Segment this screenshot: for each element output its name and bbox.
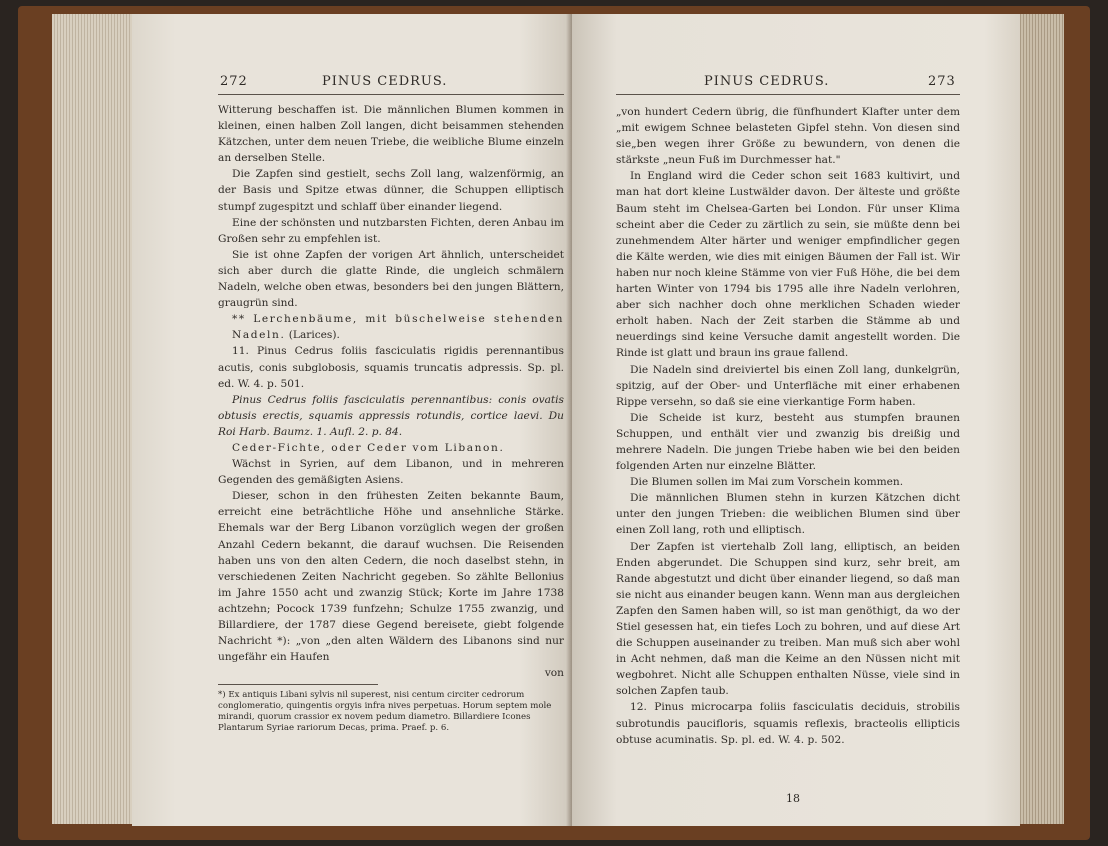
right-header-rule [616,94,960,95]
section-heading: ** Lerchenbäume, mit büschelweise stehenden Nadeln. [232,313,564,342]
footnote-rule [218,684,378,685]
paragraph: Wächst in Syrien, auf dem Libanon, und in mehreren Gegenden des gemäßigten Asiens. [218,458,564,487]
left-running-head: PINUS CEDRUS. [322,74,448,89]
left-page-number: 272 [220,74,248,89]
paragraph: Der Zapfen ist viertehalb Zoll lang, elliptisch, an beiden Enden abgerundet. Die Schuppen sind kurz, sehr breit, am Rande abgestutzt und dicht über einander liegend, so daß man sie nicht aus einander beugen kann. Wenn man aus dergleichen Zapfen den Samen haben will, so ist man genöthigt, da wo der Stiel gesessen hat, ein tiefes Loch zu bohren, und auf diese Art die Schuppen auseinander zu treiben. Man muß sich aber wohl in Acht nehmen, daß man die Keime an den Nüssen nicht mit wegbohret. Nicht alle Schuppen enthalten Nüsse, viele sind in solchen Zapfen taub. [616,540,960,698]
paragraph: Die Scheide ist kurz, besteht aus stumpfen braunen Schuppen, und enthält vier und zwanzig bis dreißig und mehrere Nadeln. Die jungen Triebe haben wie bei den beiden folgenden Arten nur einzelne Blätter. [616,411,960,473]
synonym-entry: Pinus Cedrus foliis fasciculatis perennantibus: conis ovatis obtusis erectis, squamis appressis rotundis, cortice laevi. Du Roi Harb. Baumz. 1. Aufl. 2. p. 84. [218,393,564,438]
left-page [132,14,572,826]
right-page-edges [1018,14,1064,824]
species-entry: 12. Pinus microcarpa foliis fasciculatis deciduis, strobilis subrotundis paucifloris, squamis reflexis, bracteolis ellipticis obtuse acuminatis. Sp. pl. ed. W. 4. p. 502. [616,701,960,746]
paragraph: Die männlichen Blumen stehn in kurzen Kätzchen dicht unter den jungen Trieben: die weiblichen Blumen sind über einen Zoll lang, roth und elliptisch. [616,492,960,537]
common-name-heading: Ceder-Fichte, oder Ceder vom Libanon. [232,441,505,454]
paragraph: Die Zapfen sind gestielt, sechs Zoll lang, walzenförmig, an der Basis und Spitze etwas dünner, die Schuppen elliptisch stumpf zugespitzt und schlaff über einander liegend. [218,168,564,213]
paragraph: Sie ist ohne Zapfen der vorigen Art ähnlich, unterscheidet sich aber durch die glatte Rinde, die ungleich schmälern Nadeln, welche oben etwas, besonders bei den jungen Blättern, graugrün sind. [218,248,564,310]
paragraph: Eine der schönsten und nutzbarsten Fichten, deren Anbau im Großen sehr zu empfehlen ist. [218,216,564,245]
paragraph: Die Blumen sollen im Mai zum Vorschein kommen. [630,476,904,489]
paragraph: Witterung beschaffen ist. Die männlichen Blumen kommen in kleinen, einen halben Zoll langen, dicht beisammen stehenden Kätzchen, unter dem neuen Triebe, die weibliche Blume einzeln an derselben Stelle. [218,104,564,165]
species-entry: 11. Pinus Cedrus foliis fasciculatis rigidis perennantibus acutis, conis subglobosis, squamis truncatis adpressis. Sp. pl. ed. W. 4. p. 501. [218,345,564,390]
right-running-head: PINUS CEDRUS. [704,74,830,89]
paragraph: Dieser, schon in den frühesten Zeiten bekannte Baum, erreicht eine beträchtliche Höhe und ansehnliche Stärke. Ehemals war der Berg Libanon vorzüglich wegen der großen Anzahl Cedern bekannt, die darauf wuchsen. Die Reisenden haben uns von den alten Cedern, die noch daselbst stehn, in verschiedenen Zeiten Nachricht gegeben. So zählte Bellonius im Jahre 1550 acht und zwanzig Stück; Korte im Jahre 1738 achtzehn; Pocock 1739 funfzehn; Schulze 1755 zwanzig, und Billardiere, der 1787 diese Gegend bereisete, giebt folgende Nachricht *): „von „den alten Wäldern des Libanons sind nur ungefähr ein Haufen [218,490,564,664]
right-page-number: 273 [928,74,956,89]
paragraph: In England wird die Ceder schon seit 1683 kultivirt, und man hat dort kleine Lustwälder davon. Der älteste und größte Baum steht im Chelsea-Garten bei London. Für unser Klima scheint aber die Ceder zu zärtlich zu sein, sie müßte denn bei zunehmendem Alter härter und weniger empfindlicher gegen die Kälte werden, wie dies mit einigen Bäumen der Fall ist. Wir haben nur noch kleine Stämme von vier Fuß Höhe, die bei dem harten Winter von 1794 bis 1795 alle ihre Nadeln verlohren, aber sich nachher doch ohne merklichen Schaden wieder erholt haben. Nach der Zeit starben die Stämme ab und neuerdings sind keine Versuche damit angestellt worden. Die Rinde ist glatt und braun ins graue fallend. [616,170,960,360]
footnote: *) Ex antiquis Libani sylvis nil superest, nisi centum circiter cedrorum conglomeratio, quingentis orgyis infra nives perpetuas. Horum septem mole mirandi, quorum crassior ex novem pedum diametro. Billardiere Icones Plantarum Syriae rariorum Decas, prima. Praef. p. 6. [218,690,552,733]
section-heading-block [218,311,564,343]
signature-mark: 18 [786,792,800,805]
left-body-text [218,102,564,681]
left-page-edges [52,14,134,824]
left-header-rule [218,94,564,95]
catchword: von [544,667,564,680]
right-body-text [616,104,960,748]
right-page [572,14,1020,826]
paragraph: „von hundert Cedern übrig, die fünfhundert Klafter unter dem „mit ewigem Schnee belasteten Gipfel stehn. Von diesen sind sie„ben wegen ihrer Größe zu bewundern, von denen die stärkste „neun Fuß im Durchmesser hat." [616,106,960,167]
paragraph: Die Nadeln sind dreiviertel bis einen Zoll lang, dunkelgrün, spitzig, auf der Ober- und Unterfläche mit einer erhabenen Rippe versehn, so daß sie eine vierkantige Form haben. [616,363,960,408]
section-heading-note: (Larices). [288,329,340,342]
